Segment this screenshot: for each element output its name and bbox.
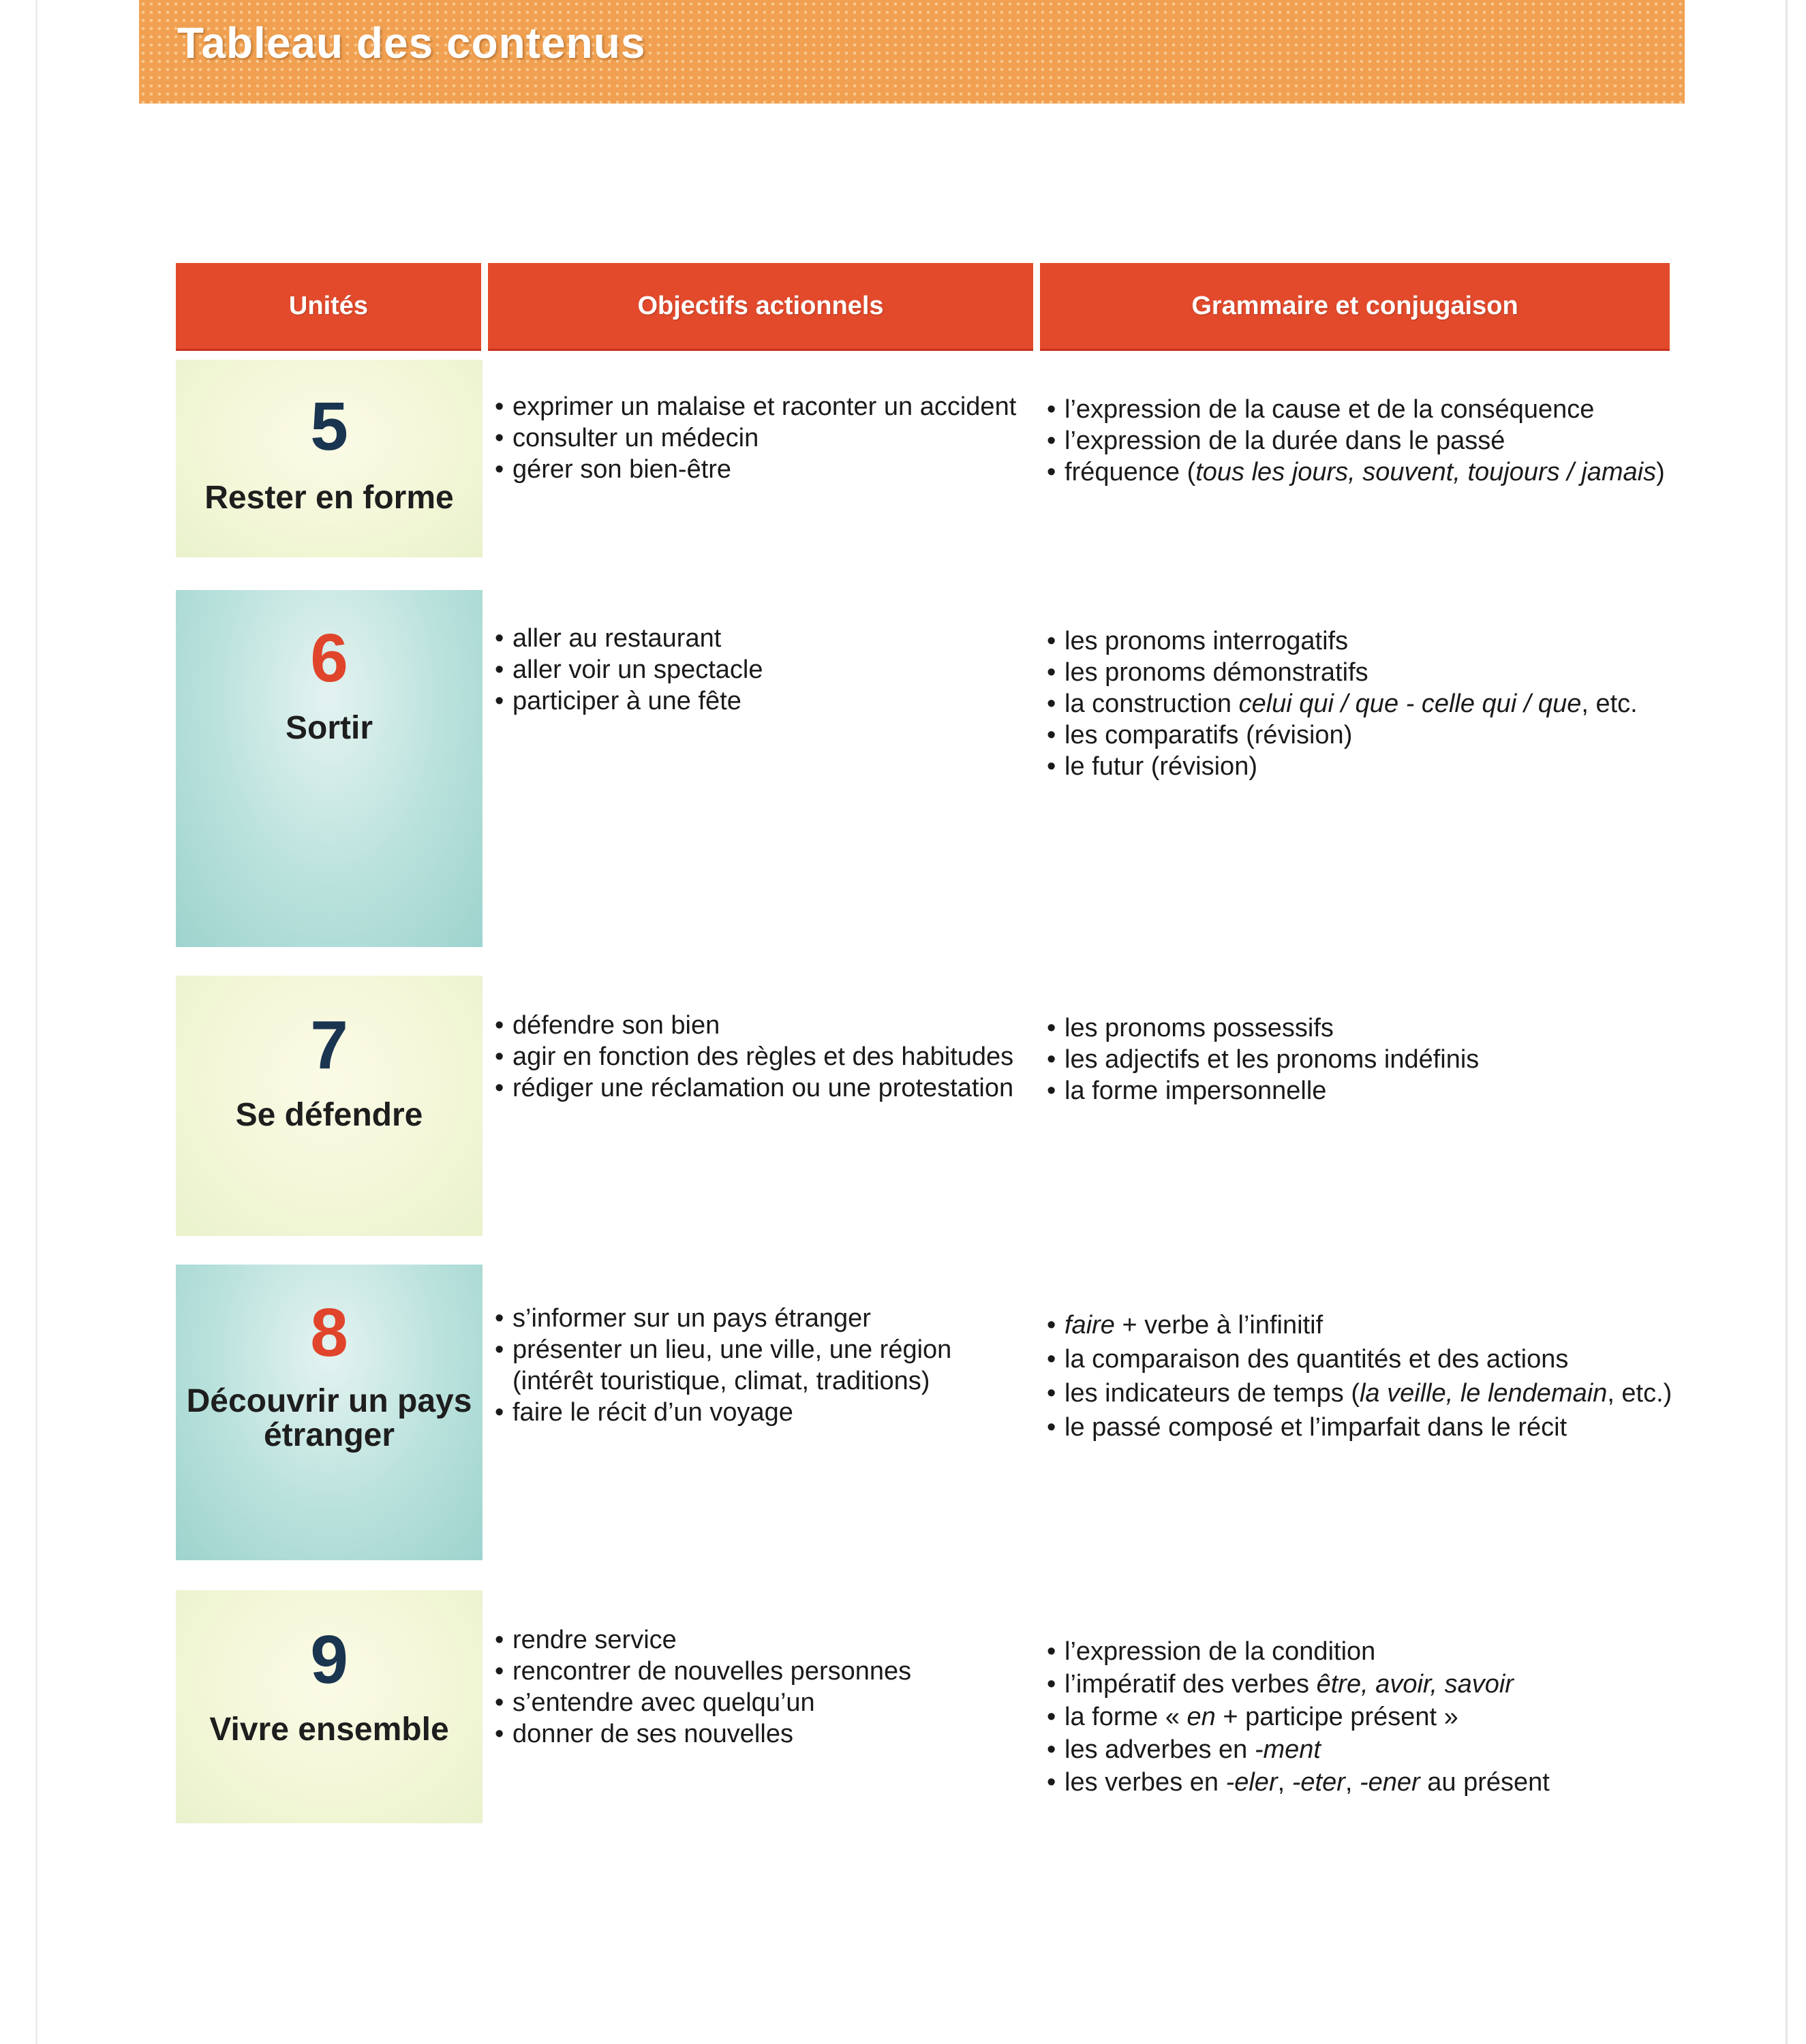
unit-number: 5 (310, 388, 348, 465)
list-item-continuation: (intérêt touristique, climat, traditions) (512, 1367, 930, 1395)
list-item: • les pronoms démonstratifs (1047, 657, 1667, 688)
list-item: • s’informer sur un pays étranger (495, 1303, 1033, 1334)
page-edge-left (35, 0, 37, 2044)
text-italic: -ener (1360, 1768, 1420, 1797)
list-item: • l’expression de la cause et de la conséquence (1047, 394, 1667, 425)
list-item: • la forme impersonnelle (1047, 1075, 1667, 1106)
list-item (1047, 688, 1667, 719)
text-part: + verbe à l’infinitif (1114, 1311, 1323, 1340)
list-item: • les comparatifs (révision) (1047, 719, 1667, 751)
list-item: • s’entendre avec quelqu’un (495, 1687, 1033, 1718)
unit-5-box (176, 360, 483, 557)
text-italic: la veille, le lendemain (1359, 1379, 1608, 1408)
list-item: • présenter un lieu, une ville, une région (495, 1334, 1033, 1365)
list-item (1047, 1308, 1667, 1342)
text-italic: celui qui / que - celle qui / que (1238, 690, 1582, 718)
text-italic: -ment (1254, 1735, 1321, 1764)
text-italic: tous les jours, souvent, toujours / jamais (1195, 458, 1657, 486)
unit-number: 6 (310, 620, 348, 696)
list-item: • aller au restaurant (495, 623, 1033, 654)
list-item: • l’expression de la condition (1047, 1635, 1667, 1668)
unit-7-objectives (495, 1010, 1033, 1104)
text-part: fréquence ( (1065, 458, 1196, 486)
text-italic: -eter (1291, 1768, 1345, 1797)
text-part: les adverbes en (1065, 1735, 1255, 1764)
text-italic: faire (1065, 1311, 1115, 1340)
text-part: la forme « (1065, 1703, 1187, 1731)
list-item (1047, 1701, 1667, 1733)
unit-8-objectives (495, 1303, 1033, 1428)
unit-6-box (176, 590, 483, 947)
text-part: , (1277, 1768, 1292, 1797)
text-part: , etc.) (1607, 1379, 1672, 1408)
unit-number: 8 (310, 1295, 348, 1371)
unit-7-box (176, 976, 483, 1236)
list-item: • les adjectifs et les pronoms indéfinis (1047, 1044, 1667, 1075)
list-item (1047, 456, 1667, 488)
unit-number: 7 (310, 1007, 348, 1083)
list-item: • exprimer un malaise et raconter un accident (495, 391, 1033, 422)
unit-title-line: étranger (263, 1417, 395, 1454)
unit-6-grammar (1047, 625, 1667, 782)
list-item: • les pronoms interrogatifs (1047, 625, 1667, 657)
text-italic: -eler (1225, 1768, 1278, 1797)
list-item: • donner de ses nouvelles (495, 1718, 1033, 1750)
page-edge-right (1786, 0, 1788, 2044)
unit-title-line: Découvrir un pays (186, 1383, 472, 1419)
list-item: • agir en fonction des règles et des habitudes (495, 1041, 1033, 1072)
unit-title: Rester en forme (204, 480, 454, 516)
list-item: • gérer son bien-être (495, 454, 1033, 485)
text-part: , etc. (1581, 690, 1638, 718)
column-header-units: Unités (176, 263, 481, 351)
list-item: • participer à une fête (495, 685, 1033, 717)
page-title: Tableau des contenus (177, 18, 646, 67)
text-part: les indicateurs de temps ( (1065, 1379, 1360, 1408)
column-header-grammar: Grammaire et conjugaison (1040, 263, 1670, 351)
column-header-objectives: Objectifs actionnels (488, 263, 1033, 351)
text-part: les verbes en (1065, 1768, 1226, 1797)
list-item: • les pronoms possessifs (1047, 1012, 1667, 1044)
list-item: • rendre service (495, 1624, 1033, 1656)
unit-title: Se défendre (235, 1097, 423, 1133)
text-part: , (1345, 1768, 1360, 1797)
text-italic: en (1187, 1703, 1216, 1731)
unit-9-box (176, 1590, 483, 1823)
text-part: ) (1656, 458, 1665, 486)
list-item: • défendre son bien (495, 1010, 1033, 1041)
unit-8-box (176, 1265, 483, 1560)
unit-title: Sortir (285, 710, 373, 746)
text-part: la construction (1065, 690, 1239, 718)
list-item: • le futur (révision) (1047, 751, 1667, 782)
list-item: • rencontrer de nouvelles personnes (495, 1656, 1033, 1687)
list-item: • l’expression de la durée dans le passé (1047, 425, 1667, 456)
unit-6-objectives (495, 623, 1033, 717)
unit-title (187, 1384, 472, 1453)
title-banner (139, 0, 1685, 104)
unit-8-grammar (1047, 1308, 1672, 1444)
list-item (1047, 1376, 1672, 1410)
text-italic: être, avoir, savoir (1316, 1670, 1514, 1699)
unit-5-grammar (1047, 394, 1667, 488)
unit-title: Vivre ensemble (209, 1712, 449, 1748)
unit-7-grammar (1047, 1012, 1667, 1106)
list-item: • la comparaison des quantités et des actions (1047, 1342, 1667, 1376)
text-part: + participe présent » (1215, 1703, 1458, 1731)
list-item: • faire le récit d’un voyage (495, 1397, 1033, 1428)
list-item: • le passé composé et l’imparfait dans le récit (1047, 1410, 1667, 1444)
list-item (1047, 1733, 1667, 1766)
unit-9-grammar (1047, 1635, 1667, 1799)
unit-number: 9 (310, 1622, 348, 1698)
list-item: • consulter un médecin (495, 422, 1033, 454)
list-item (1047, 1766, 1667, 1799)
unit-5-objectives (495, 391, 1033, 485)
text-part: au présent (1420, 1768, 1550, 1797)
list-item: • aller voir un spectacle (495, 654, 1033, 685)
text-part: l’impératif des verbes (1065, 1670, 1317, 1699)
list-item (1047, 1668, 1667, 1701)
unit-9-objectives (495, 1624, 1033, 1750)
list-item: • rédiger une réclamation ou une protestation (495, 1072, 1033, 1104)
